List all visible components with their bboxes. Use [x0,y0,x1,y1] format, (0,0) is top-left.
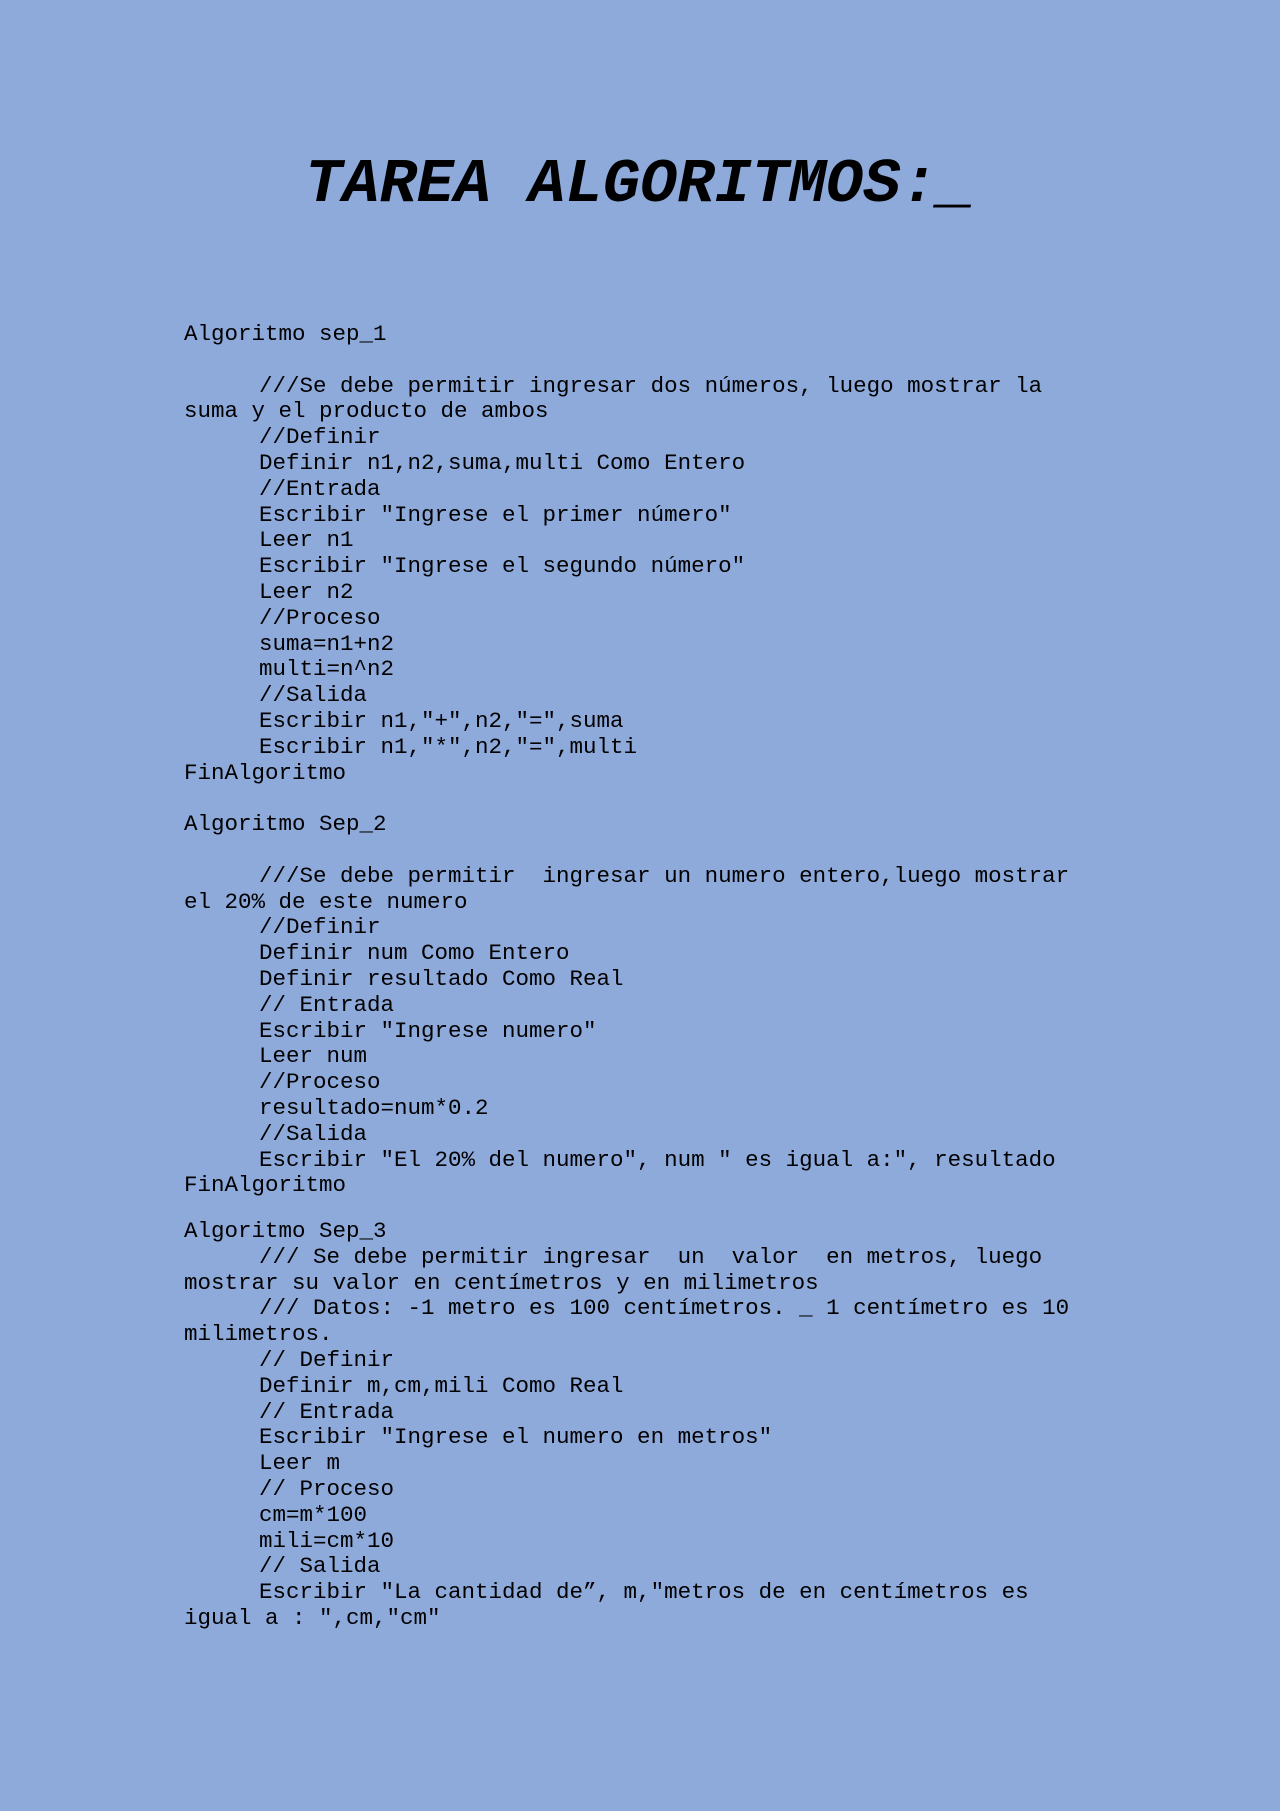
document-title: TAREA ALGORITMOS:_ [305,149,975,220]
code-line: Leer n1 [259,527,354,554]
code-line: Leer m [259,1450,341,1477]
code-line: // Proceso [259,1476,395,1503]
code-line: /// Datos: -1 metro es 100 centímetros. _ 1 centímetro es 10 [259,1295,1070,1322]
code-line: //Definir [259,424,381,451]
code-line-wrap: igual a : ",cm,"cm" [184,1605,441,1632]
blank-line [184,348,1104,374]
code-line-wrap: mostrar su valor en centímetros y en milimetros [184,1269,819,1296]
code-line: mili=cm*10 [259,1527,395,1554]
code-line: Escribir "Ingrese el segundo número" [259,553,746,580]
code-line: Escribir "Ingrese numero" [259,1017,597,1044]
algorithm-footer: FinAlgoritmo [184,759,347,786]
code-line: ///Se debe permitir ingresar un numero entero,luego mostrar [259,862,1070,889]
code-line: Leer n2 [259,578,354,605]
blank-line [184,786,1104,812]
code-line: Escribir "El 20% del numero", num " es igual a:", resultado [259,1146,1056,1173]
code-line: Escribir "Ingrese el primer número" [259,501,732,528]
code-line: Escribir n1,"*",n2,"=",multi [259,733,638,760]
algorithm-block-2 [184,812,1104,1199]
code-line: //Proceso [259,1069,381,1096]
blank-line [184,838,1104,864]
code-line: cm=m*100 [259,1501,368,1528]
code-line: // Entrada [259,1398,395,1425]
code-line: ///Se debe permitir ingresar dos números, luego mostrar la [259,372,1043,399]
code-line: //Definir [259,914,381,941]
algorithm-header: Algoritmo Sep_3 [184,1218,387,1245]
code-line: /// Se debe permitir ingresar un valor en metros, luego [259,1243,1043,1270]
code-line-wrap: milimetros. [184,1321,333,1348]
code-line: suma=n1+n2 [259,630,395,657]
algorithm-header: Algoritmo Sep_2 [184,811,387,838]
code-line-wrap: el 20% de este numero [184,888,468,915]
code-line: // Salida [259,1553,381,1580]
code-line-wrap: suma y el producto de ambos [184,398,549,425]
algorithm-block-1 [184,322,1104,786]
code-line: Definir n1,n2,suma,multi Como Entero [259,449,746,476]
code-line: //Salida [259,682,368,709]
code-line: Escribir "Ingrese el numero en metros" [259,1424,773,1451]
algorithm-footer: FinAlgoritmo [184,1172,347,1199]
code-line: Definir num Como Entero [259,940,570,967]
blank-line [184,1199,1104,1219]
code-line: Escribir "La cantidad de”, m,"metros de en centímetros es [259,1579,1029,1606]
code-line: Definir resultado Como Real [259,965,624,992]
code-line: multi=n^n2 [259,656,395,683]
code-line: Leer num [259,1043,368,1070]
code-line: //Salida [259,1120,368,1147]
code-line: // Entrada [259,991,395,1018]
code-line: //Entrada [259,475,381,502]
code-line: resultado=num*0.2 [259,1094,489,1121]
algorithm-document [184,322,1104,1632]
code-line: Definir m,cm,mili Como Real [259,1372,624,1399]
code-line: // Definir [259,1347,395,1374]
algorithm-block-3 [184,1219,1104,1632]
algorithm-header: Algoritmo sep_1 [184,321,387,347]
code-line: //Proceso [259,604,381,631]
code-line: Escribir n1,"+",n2,"=",suma [259,707,624,734]
